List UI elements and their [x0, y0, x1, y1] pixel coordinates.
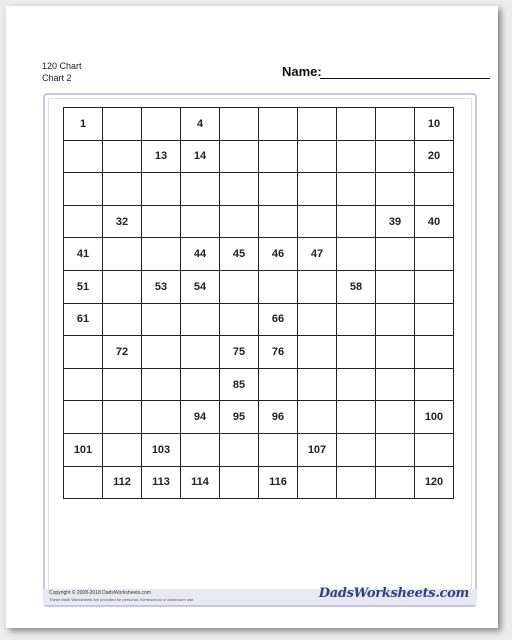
chart-cell	[298, 270, 337, 303]
chart-cell	[298, 173, 337, 206]
chart-cell	[376, 303, 415, 336]
chart-cell: 75	[220, 336, 259, 369]
chart-cell	[181, 205, 220, 238]
chart-cell: 14	[181, 140, 220, 173]
chart-cell	[376, 401, 415, 434]
chart-cell	[298, 401, 337, 434]
chart-cell: 20	[415, 140, 454, 173]
chart-cell: 95	[220, 401, 259, 434]
chart-cell	[415, 336, 454, 369]
chart-cell	[181, 433, 220, 466]
chart-cell: 45	[220, 238, 259, 271]
chart-cell	[376, 270, 415, 303]
chart-cell	[259, 433, 298, 466]
chart-cell	[337, 108, 376, 141]
chart-cell	[64, 336, 103, 369]
chart-cell: 66	[259, 303, 298, 336]
chart-cell	[103, 108, 142, 141]
chart-cell	[259, 140, 298, 173]
chart-row	[64, 336, 454, 369]
chart-cell	[298, 205, 337, 238]
chart-cell: 101	[64, 433, 103, 466]
chart-row	[64, 401, 454, 434]
chart-cell	[337, 368, 376, 401]
chart-cell	[337, 401, 376, 434]
chart-cell: 13	[142, 140, 181, 173]
chart-cell	[415, 173, 454, 206]
chart-cell	[376, 433, 415, 466]
chart-cell	[64, 205, 103, 238]
chart-cell: 58	[337, 270, 376, 303]
chart-cell	[142, 173, 181, 206]
chart-cell	[298, 466, 337, 499]
chart-cell	[415, 270, 454, 303]
chart-cell	[103, 238, 142, 271]
chart-row	[64, 108, 454, 141]
chart-row	[64, 270, 454, 303]
copyright-text: Copyright © 2008-2018 DadsWorksheets.com	[49, 590, 151, 596]
chart-cell	[376, 108, 415, 141]
chart-row	[64, 140, 454, 173]
chart-cell	[376, 368, 415, 401]
chart-cell: 96	[259, 401, 298, 434]
chart-cell	[337, 433, 376, 466]
chart-cell	[181, 303, 220, 336]
chart-cell	[220, 270, 259, 303]
chart-cell: 10	[415, 108, 454, 141]
chart-cell	[376, 238, 415, 271]
chart-row	[64, 238, 454, 271]
chart-cell	[220, 205, 259, 238]
chart-cell: 47	[298, 238, 337, 271]
chart-cell	[298, 303, 337, 336]
chart-cell	[337, 140, 376, 173]
chart-cell	[64, 140, 103, 173]
chart-cell: 41	[64, 238, 103, 271]
chart-row	[64, 303, 454, 336]
chart-cell	[142, 205, 181, 238]
chart-cell	[103, 368, 142, 401]
chart-cell	[142, 303, 181, 336]
chart-cell	[376, 466, 415, 499]
chart-cell	[142, 108, 181, 141]
chart-cell	[415, 238, 454, 271]
chart-cell	[220, 108, 259, 141]
chart-cell: 120	[415, 466, 454, 499]
name-field	[282, 64, 490, 80]
chart-cell: 112	[103, 466, 142, 499]
dadsworksheets-logo: DadsWorksheets.com	[318, 586, 469, 601]
chart-cell	[259, 108, 298, 141]
chart-cell	[337, 336, 376, 369]
chart-cell	[181, 173, 220, 206]
worksheet-page	[6, 6, 498, 628]
chart-cell	[142, 238, 181, 271]
chart-cell	[376, 140, 415, 173]
chart-cell: 107	[298, 433, 337, 466]
chart-cell	[259, 368, 298, 401]
worksheet-subtitle: Chart 2	[42, 73, 72, 83]
chart-cell: 1	[64, 108, 103, 141]
chart-cell	[259, 173, 298, 206]
chart-cell	[337, 238, 376, 271]
chart-cell	[103, 140, 142, 173]
chart-cell	[337, 466, 376, 499]
name-line	[320, 78, 490, 79]
chart-cell	[220, 303, 259, 336]
chart-cell	[64, 173, 103, 206]
chart-cell	[220, 173, 259, 206]
chart-cell: 113	[142, 466, 181, 499]
chart-cell	[220, 466, 259, 499]
chart-cell: 4	[181, 108, 220, 141]
chart-cell: 46	[259, 238, 298, 271]
chart-cell	[298, 368, 337, 401]
chart-cell	[415, 368, 454, 401]
chart-cell	[376, 336, 415, 369]
chart-cell: 85	[220, 368, 259, 401]
chart-cell	[181, 336, 220, 369]
chart-row	[64, 173, 454, 206]
footer-bar	[43, 586, 477, 605]
chart-cell: 114	[181, 466, 220, 499]
chart-cell	[220, 433, 259, 466]
chart-cell: 44	[181, 238, 220, 271]
chart-cell: 76	[259, 336, 298, 369]
chart-cell	[337, 205, 376, 238]
chart-cell: 61	[64, 303, 103, 336]
worksheet-title: 120 Chart	[42, 61, 82, 71]
chart-cell	[64, 368, 103, 401]
chart-cell	[181, 368, 220, 401]
chart-cell	[337, 173, 376, 206]
chart-cell	[103, 270, 142, 303]
chart-cell	[259, 205, 298, 238]
chart-cell	[103, 303, 142, 336]
name-label: Name:	[282, 64, 322, 79]
chart-cell: 32	[103, 205, 142, 238]
chart-cell: 116	[259, 466, 298, 499]
chart-cell	[298, 140, 337, 173]
chart-cell	[259, 270, 298, 303]
chart-cell	[376, 173, 415, 206]
usage-note: These Math Worksheets are provided for personal, homeschool or classroom use.	[49, 597, 195, 602]
chart-cell	[415, 303, 454, 336]
chart-cell: 103	[142, 433, 181, 466]
chart-cell	[103, 173, 142, 206]
chart-cell: 54	[181, 270, 220, 303]
chart-cell: 72	[103, 336, 142, 369]
chart-cell: 39	[376, 205, 415, 238]
hundred-twenty-chart	[63, 107, 454, 499]
chart-row	[64, 433, 454, 466]
chart-cell	[142, 336, 181, 369]
chart-cell	[103, 401, 142, 434]
chart-cell: 40	[415, 205, 454, 238]
chart-cell	[415, 433, 454, 466]
chart-cell: 94	[181, 401, 220, 434]
chart-cell	[220, 140, 259, 173]
chart-cell	[142, 368, 181, 401]
chart-cell: 100	[415, 401, 454, 434]
chart-cell	[64, 401, 103, 434]
chart-row	[64, 368, 454, 401]
chart-cell	[298, 336, 337, 369]
chart-cell	[64, 466, 103, 499]
chart-cell	[298, 108, 337, 141]
chart-cell: 53	[142, 270, 181, 303]
chart-row	[64, 466, 454, 499]
chart-row	[64, 205, 454, 238]
chart-cell	[337, 303, 376, 336]
chart-cell	[103, 433, 142, 466]
chart-cell: 51	[64, 270, 103, 303]
chart-cell	[142, 401, 181, 434]
